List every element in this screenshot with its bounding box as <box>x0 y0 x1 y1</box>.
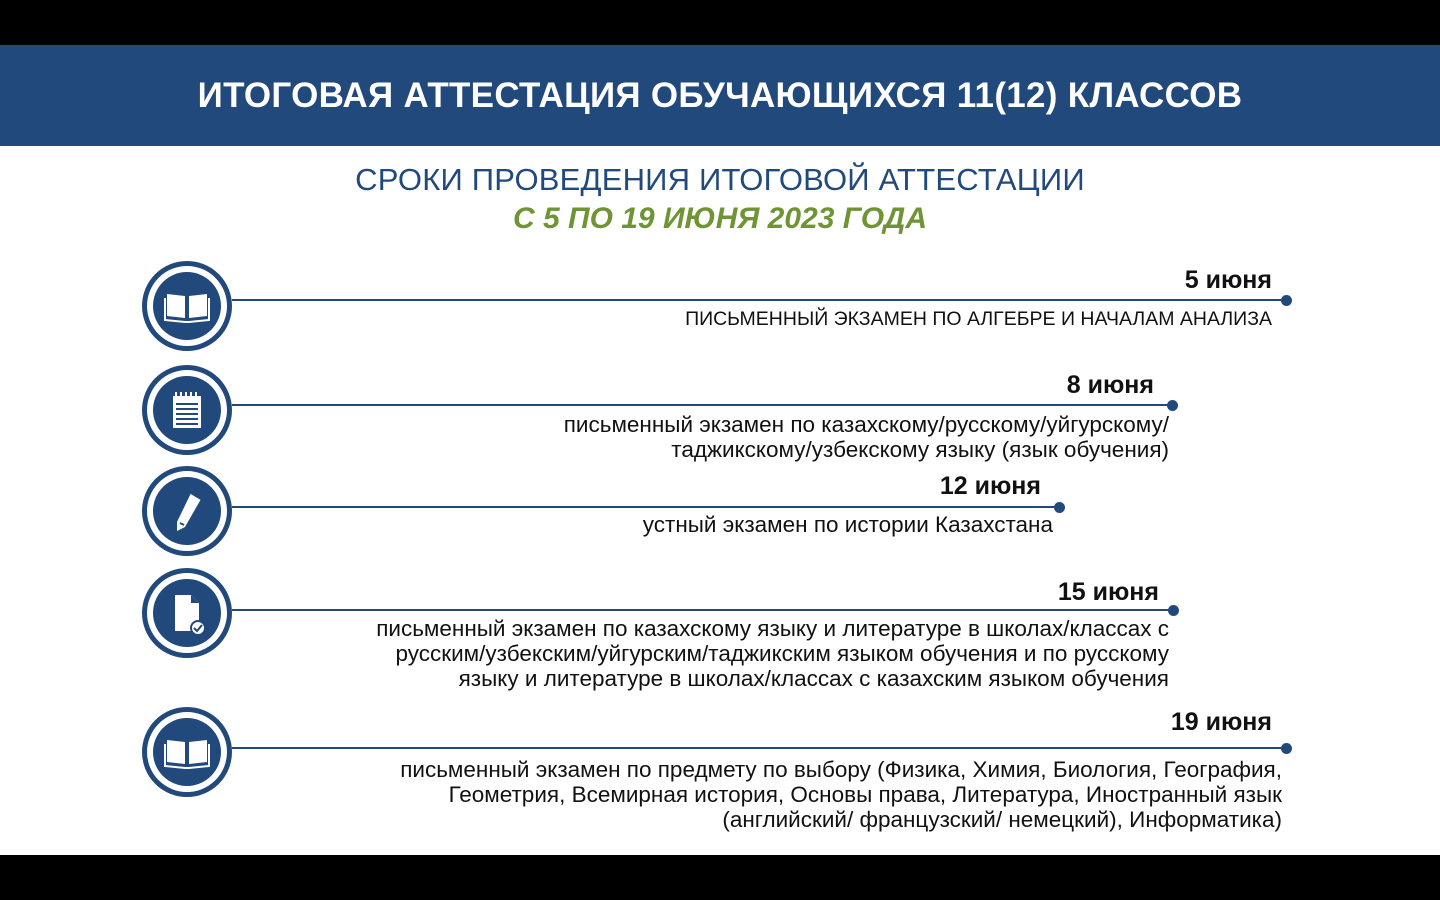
item-description <box>564 412 1169 462</box>
item-date: 19 июня <box>1170 708 1272 736</box>
header-bar <box>0 45 1440 146</box>
timeline-dot <box>1281 743 1292 754</box>
item-date: 8 июня <box>1066 371 1154 399</box>
item-date: 5 июня <box>1184 266 1272 294</box>
timeline-dot <box>1167 400 1178 411</box>
item-description <box>400 757 1282 832</box>
description-line: ПИСЬМЕННЫЙ ЭКЗАМЕН ПО АЛГЕБРЕ И НАЧАЛАМ АНАЛИЗА <box>685 308 1272 330</box>
document-check-icon <box>142 568 232 658</box>
timeline-line <box>232 747 1287 749</box>
item-date: 12 июня <box>939 472 1041 500</box>
description-line: таджикскому/узбекскому языку (язык обучения) <box>671 437 1169 462</box>
timeline-dot <box>1054 502 1065 513</box>
description-line: письменный экзамен по казахскому/русскому/уйгурскому/ <box>563 412 1169 437</box>
timeline-line <box>232 609 1172 611</box>
subtitle: СРОКИ ПРОВЕДЕНИЯ ИТОГОВОЙ АТТЕСТАЦИИ <box>355 162 1085 197</box>
description-line: Геометрия, Всемирная история, Основы права, Литература, Иностранный язык <box>448 782 1282 807</box>
description-line: (английский/ французский/ немецкий), Информатика) <box>722 807 1282 832</box>
description-line: письменный экзамен по казахскому языку и литературе в школах/классах с <box>376 616 1169 641</box>
item-description <box>685 307 1272 332</box>
item-description <box>643 512 1053 537</box>
timeline-line <box>232 404 1170 406</box>
timeline-dot <box>1168 605 1179 616</box>
slide <box>0 45 1440 855</box>
item-description <box>376 616 1169 691</box>
timeline-line <box>232 299 1287 301</box>
description-line: письменный экзамен по предмету по выбору (Физика, Химия, Биология, География, <box>400 757 1282 782</box>
date-range: С 5 ПО 19 ИЮНЯ 2023 ГОДА <box>512 202 928 235</box>
book-icon <box>142 261 232 351</box>
notepad-icon <box>142 365 232 455</box>
timeline-line <box>232 506 1057 508</box>
timeline-dot <box>1281 295 1292 306</box>
book-icon <box>142 707 232 797</box>
description-line: русским/узбекским/уйгурским/таджикским языком обучения и по русскому <box>395 641 1169 666</box>
page-title: ИТОГОВАЯ АТТЕСТАЦИЯ ОБУЧАЮЩИХСЯ 11(12) КЛАССОВ <box>197 75 1243 115</box>
description-line: устный экзамен по истории Казахстана <box>642 512 1053 537</box>
description-line: языку и литературе в школах/классах с казахским языком обучения <box>458 666 1169 691</box>
pencil-icon <box>142 466 232 556</box>
item-date: 15 июня <box>1057 578 1159 606</box>
